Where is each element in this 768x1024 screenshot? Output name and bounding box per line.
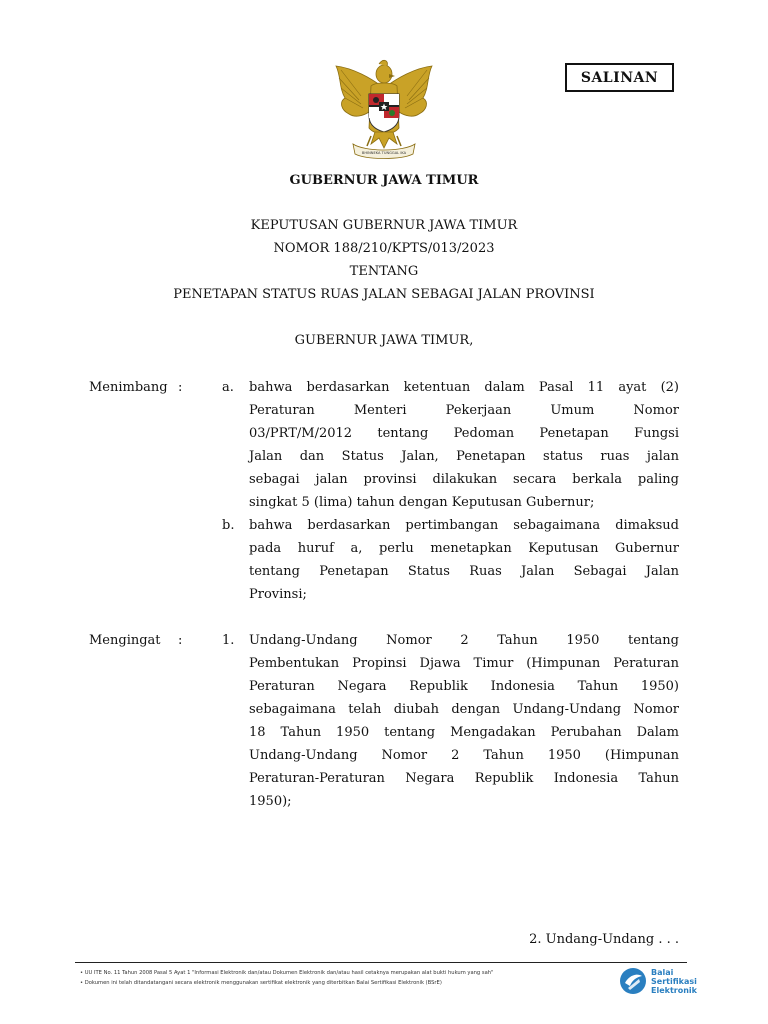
mengingat-colon: : — [178, 633, 183, 648]
menimbang-item-a-line: singkat 5 (lima) tahun dengan Keputusan Gubernur; — [249, 495, 595, 510]
bsre-logo — [619, 966, 719, 996]
menimbang-item-a-line: bahwa berdasarkan ketentuan dalam Pasal 11 ayat (2) — [249, 380, 679, 395]
garuda-pancasila-emblem — [331, 58, 437, 160]
footer-notes — [80, 968, 493, 988]
mengingat-item-1-line: Peraturan Negara Republik Indonesia Tahun 1950) — [249, 679, 679, 694]
menimbang-item-a-line: sebagai jalan provinsi dilakukan secara berkala paling — [249, 472, 679, 487]
footer-note-ite: • UU ITE No. 11 Tahun 2008 Pasal 5 Ayat 1 "Informasi Elektronik dan/atau Dokumen Elektronik dan/atau hasil cetaknya merupakan alat bukti hukum yang sah" — [80, 970, 494, 976]
menimbang-item-b — [249, 514, 679, 606]
menimbang-item-b-line: bahwa berdasarkan pertimbangan sebagaimana dimaksud — [249, 518, 679, 533]
salinan-stamp — [565, 63, 674, 92]
menimbang-item-b-line: pada huruf a, perlu menetapkan Keputusan Gubernur — [249, 541, 679, 556]
menimbang-item-a-line: Jalan dan Status Jalan, Penetapan status ruas jalan — [249, 449, 679, 464]
menimbang-item-a — [249, 376, 679, 514]
decree-tentang: TENTANG — [349, 264, 419, 279]
mengingat-item-1-line: Undang-Undang Nomor 2 Tahun 1950 tentang — [249, 633, 679, 648]
bsre-logo-text: Balai Sertifikasi Elektronik — [651, 967, 697, 995]
mengingat-item-1-line: 1950); — [249, 794, 292, 809]
menimbang-item-b-marker: b. — [222, 518, 235, 533]
menimbang-colon: : — [178, 380, 183, 395]
decree-number: NOMOR 188/210/KPTS/013/2023 — [273, 241, 495, 256]
menimbang-item-b-line: tentang Penetapan Status Ruas Jalan Sebagai Jalan — [249, 564, 679, 579]
footer-note-bsre: • Dokumen ini telah ditandatangani secara elektronik menggunakan sertifikat elektronik yang diterbitkan Balai Sertifikasi Elektronik (BSrE) — [80, 980, 442, 986]
footer-divider — [75, 962, 687, 963]
decree-subject: PENETAPAN STATUS RUAS JALAN SEBAGAI JALAN PROVINSI — [173, 287, 595, 302]
mengingat-item-1 — [249, 629, 679, 813]
mengingat-item-1-line: Peraturan-Peraturan Negara Republik Indonesia Tahun — [249, 771, 679, 786]
menimbang-label: Menimbang — [89, 380, 168, 395]
emblem-motto: BHINNEKA TUNGGAL IKA — [361, 151, 407, 155]
bsre-logo-icon — [619, 967, 647, 995]
issuer-heading: GUBERNUR JAWA TIMUR — [289, 173, 479, 188]
mengingat-item-1-line: sebagaimana telah diubah dengan Undang-Undang Nomor — [249, 702, 679, 717]
menimbang-item-a-line: Peraturan Menteri Pekerjaan Umum Nomor — [249, 403, 679, 418]
mengingat-item-1-line: Pembentukan Propinsi Djawa Timur (Himpunan Peraturan — [249, 656, 679, 671]
decree-title: KEPUTUSAN GUBERNUR JAWA TIMUR — [250, 218, 518, 233]
salinan-label: SALINAN — [580, 69, 659, 86]
mengingat-item-1-marker: 1. — [222, 633, 235, 648]
addressee-heading: GUBERNUR JAWA TIMUR, — [294, 333, 474, 348]
menimbang-item-a-line: 03/PRT/M/2012 tentang Pedoman Penetapan Fungsi — [249, 426, 679, 441]
mengingat-label: Mengingat — [89, 633, 161, 648]
menimbang-item-b-line: Provinsi; — [249, 587, 307, 602]
mengingat-item-1-line: Undang-Undang Nomor 2 Tahun 1950 (Himpunan — [249, 748, 679, 763]
page-continuation: 2. Undang-Undang . . . — [529, 932, 679, 947]
menimbang-item-a-marker: a. — [222, 380, 234, 395]
mengingat-item-1-line: 18 Tahun 1950 tentang Mengadakan Perubahan Dalam — [249, 725, 679, 740]
